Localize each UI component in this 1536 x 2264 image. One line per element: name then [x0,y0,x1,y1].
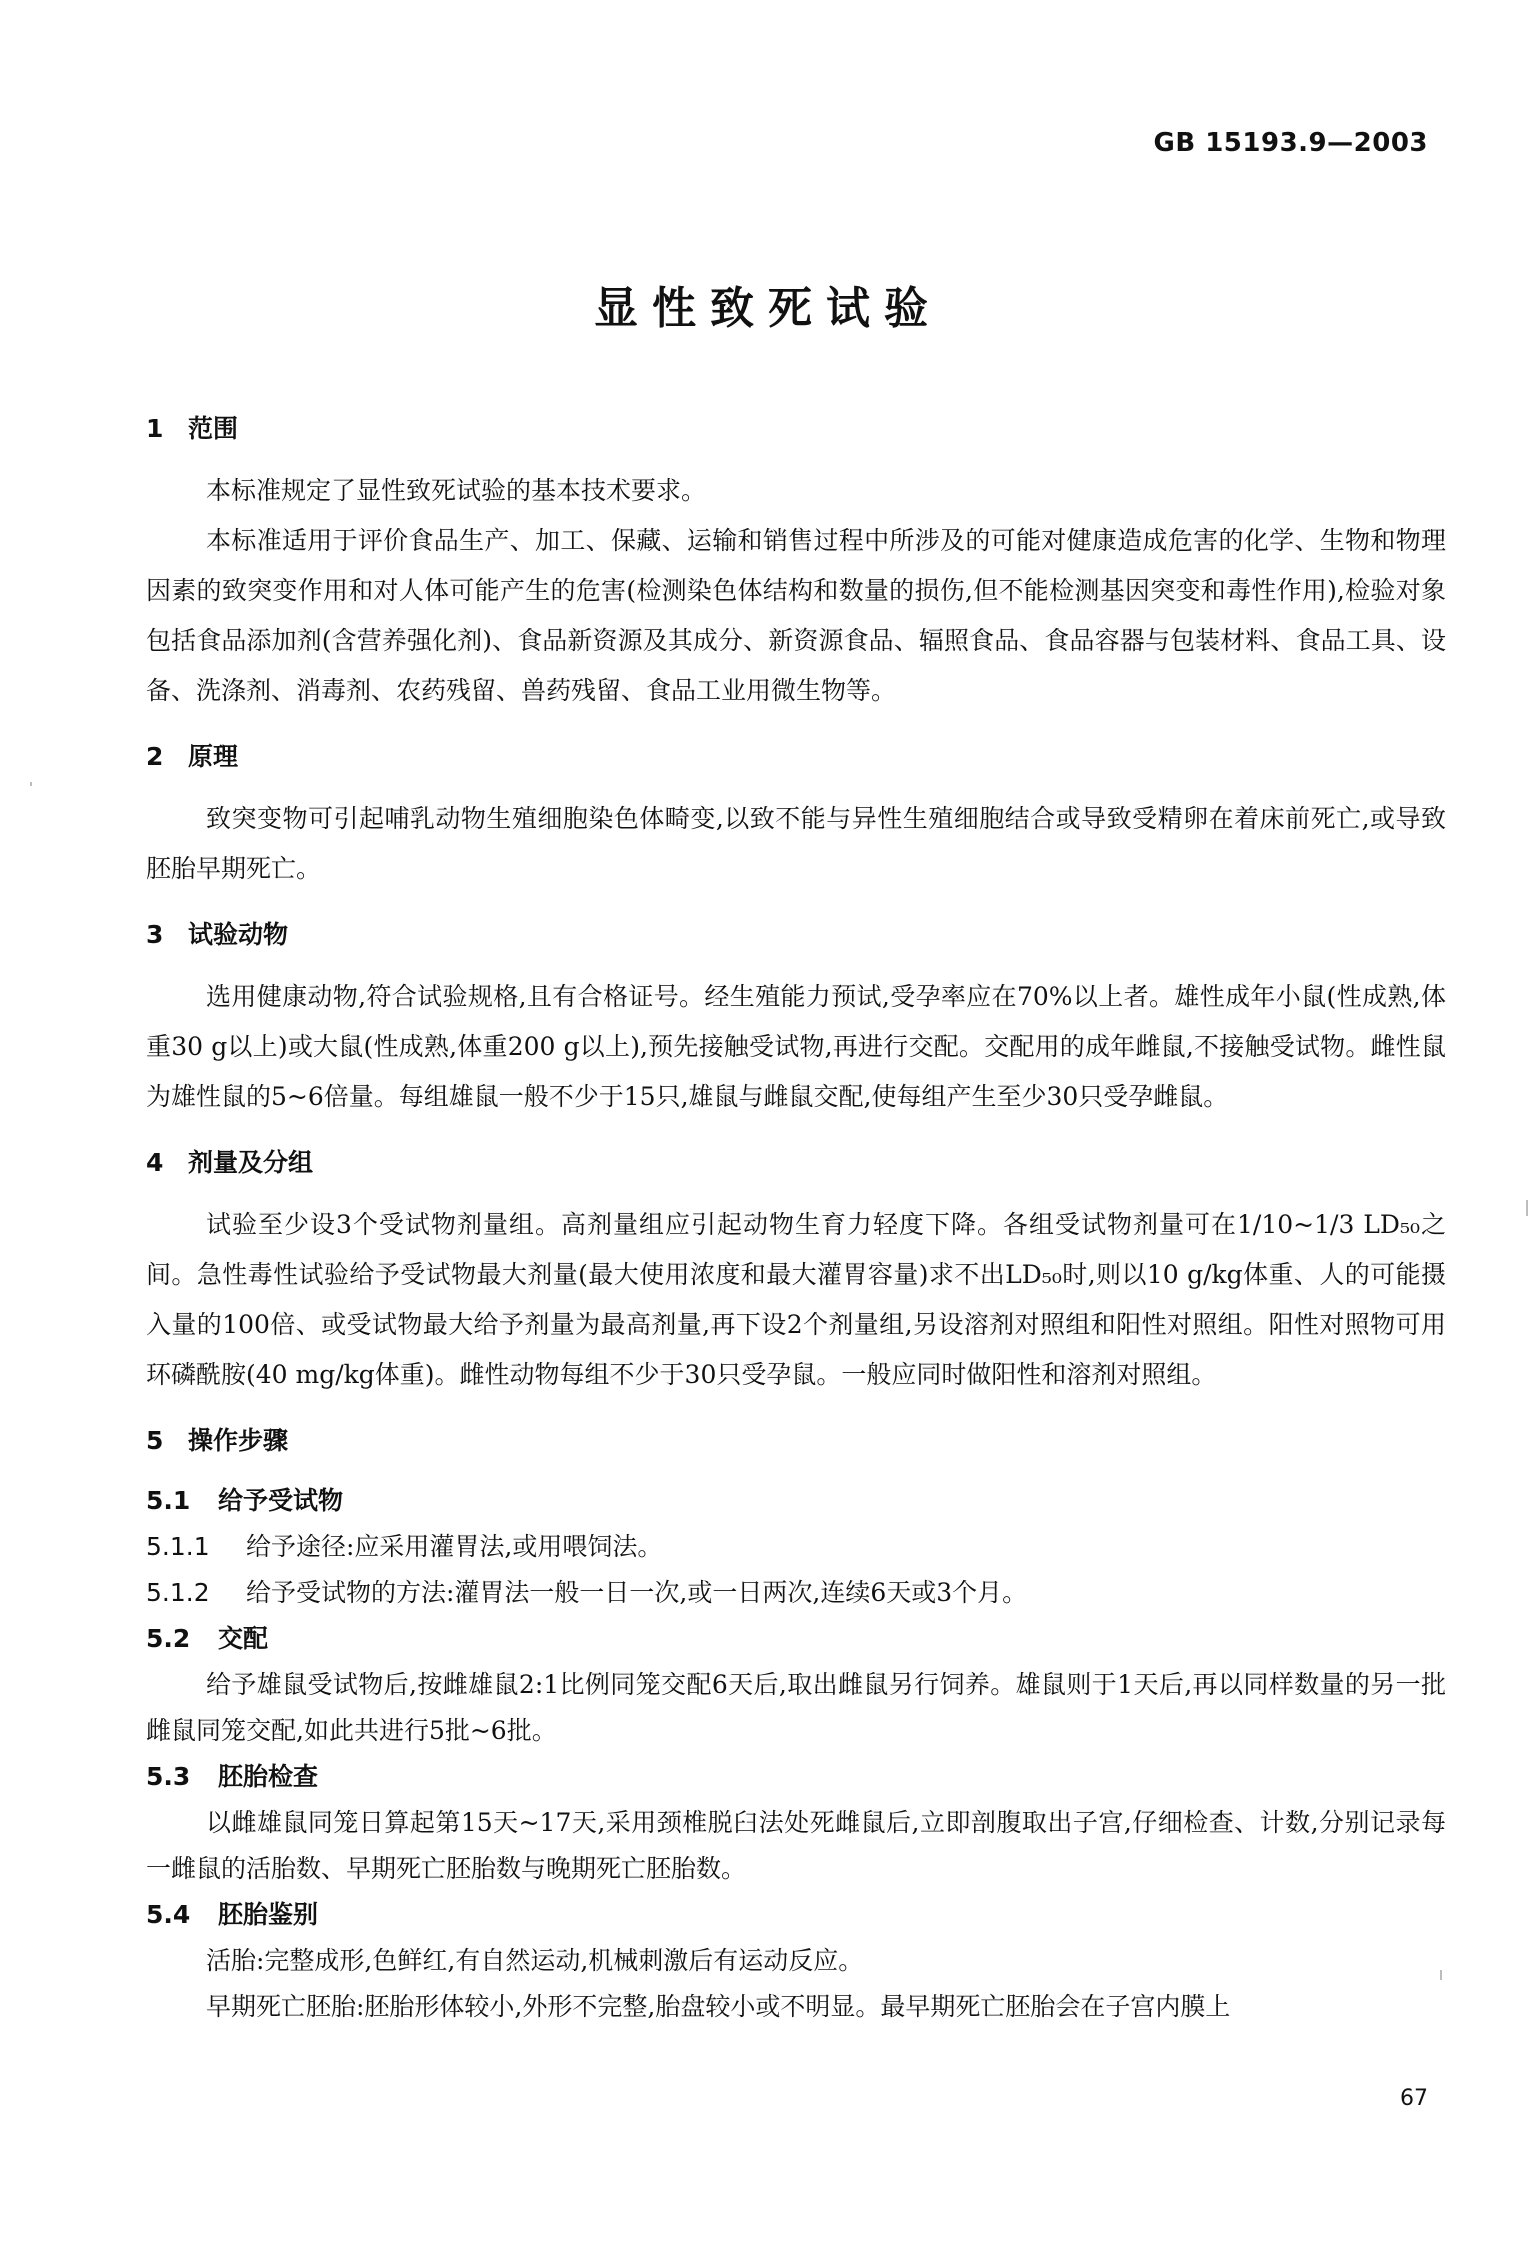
scan-mark [30,782,32,786]
paragraph: 本标准适用于评价食品生产、加工、保藏、运输和销售过程中所涉及的可能对健康造成危害的化学、生物和物理因素的致突变作用和对人体可能产生的危害(检测染色体结构和数量的损伤,但不能检测基因突变和毒性作用),检验对象包括食品添加剂(含营养强化剂)、食品新资源及其成分、新资源食品、辐照食品、食品容器与包装材料、食品工具、设备、洗涤剂、消毒剂、农药残留、兽药残留、食品工业用微生物等。 [146,526,1446,705]
clause-number: 5.1.2 [146,1578,210,1607]
subsection-5-4-heading [146,1892,1446,1938]
section-title: 范围 [188,414,239,443]
section-number: 3 [146,920,164,949]
paragraph: 早期死亡胚胎:胚胎形体较小,外形不完整,胎盘较小或不明显。最早期死亡胚胎会在子宫内膜上 [206,1992,1231,2021]
clause-number: 5.1.1 [146,1532,210,1561]
subsection-number: 5.2 [146,1624,191,1653]
section-number: 1 [146,414,164,443]
section-number: 2 [146,742,164,771]
scan-mark [1440,1970,1442,1980]
paragraph: 给予雄鼠受试物后,按雌雄鼠2:1比例同笼交配6天后,取出雌鼠另行饲养。雄鼠则于1天后,再以同样数量的另一批雌鼠同笼交配,如此共进行5批~6批。 [146,1670,1446,1745]
subsection-title: 胚胎鉴别 [218,1900,319,1929]
section-title: 试验动物 [188,920,289,949]
clause-5-1-2 [146,1570,1446,1616]
subsection-5-2-heading [146,1616,1446,1662]
subsection-title: 交配 [218,1624,269,1653]
section-1-heading [146,402,1446,456]
subsection-5-3-heading [146,1754,1446,1800]
subsection-number: 5.4 [146,1900,191,1929]
scan-mark [1526,1200,1528,1216]
paragraph: 试验至少设3个受试物剂量组。高剂量组应引起动物生育力轻度下降。各组受试物剂量可在1/10~1/3 LD₅₀之间。急性毒性试验给予受试物最大剂量(最大使用浓度和最大灌胃容量)求不出LD₅₀时,则以10 g/kg体重、人的可能摄入量的100倍、或受试物最大给予剂量为最高剂量,再下设2个剂量组,另设溶剂对照组和阳性对照组。阳性对照物可用环磷酰胺(40 mg/kg体重)。雌性动物每组不少于30只受孕鼠。一般应同时做阳性和溶剂对照组。 [146,1210,1446,1389]
paragraph: 活胎:完整成形,色鲜红,有自然运动,机械刺激后有运动反应。 [206,1946,864,1975]
section-title: 操作步骤 [188,1426,289,1455]
section-4-heading [146,1136,1446,1190]
section-3-heading [146,908,1446,962]
subsection-number: 5.1 [146,1486,191,1515]
section-2-heading [146,730,1446,784]
subsection-number: 5.3 [146,1762,191,1791]
paragraph: 以雌雄鼠同笼日算起第15天~17天,采用颈椎脱臼法处死雌鼠后,立即剖腹取出子宫,仔细检查、计数,分别记录每一雌鼠的活胎数、早期死亡胚胎数与晚期死亡胚胎数。 [146,1808,1446,1883]
paragraph: 致突变物可引起哺乳动物生殖细胞染色体畸变,以致不能与异性生殖细胞结合或导致受精卵在着床前死亡,或导致胚胎早期死亡。 [146,804,1446,883]
section-number: 5 [146,1426,164,1455]
clause-5-1-1 [146,1524,1446,1570]
clause-text: 给予途径:应采用灌胃法,或用喂饲法。 [246,1532,663,1561]
document-title: 显性致死试验 [594,283,942,334]
subsection-title: 给予受试物 [218,1486,344,1515]
section-5-heading [146,1414,1446,1468]
standard-code: GB 15193.9—2003 [1153,128,1428,158]
section-title: 剂量及分组 [188,1148,314,1177]
clause-text: 给予受试物的方法:灌胃法一般一日一次,或一日两次,连续6天或3个月。 [246,1578,1028,1607]
section-number: 4 [146,1148,164,1177]
section-title: 原理 [188,742,239,771]
subsection-title: 胚胎检查 [218,1762,319,1791]
page-number: 67 [1400,2086,1428,2111]
paragraph: 选用健康动物,符合试验规格,且有合格证号。经生殖能力预试,受孕率应在70%以上者。雄性成年小鼠(性成熟,体重30 g以上)或大鼠(性成熟,体重200 g以上),预先接触受试物,再进行交配。交配用的成年雌鼠,不接触受试物。雌性鼠为雄性鼠的5~6倍量。每组雄鼠一般不少于15只,雄鼠与雌鼠交配,使每组产生至少30只受孕雌鼠。 [146,982,1446,1111]
subsection-5-1-heading [146,1478,1446,1524]
document-body [146,402,1446,2030]
paragraph: 本标准规定了显性致死试验的基本技术要求。 [206,476,707,505]
